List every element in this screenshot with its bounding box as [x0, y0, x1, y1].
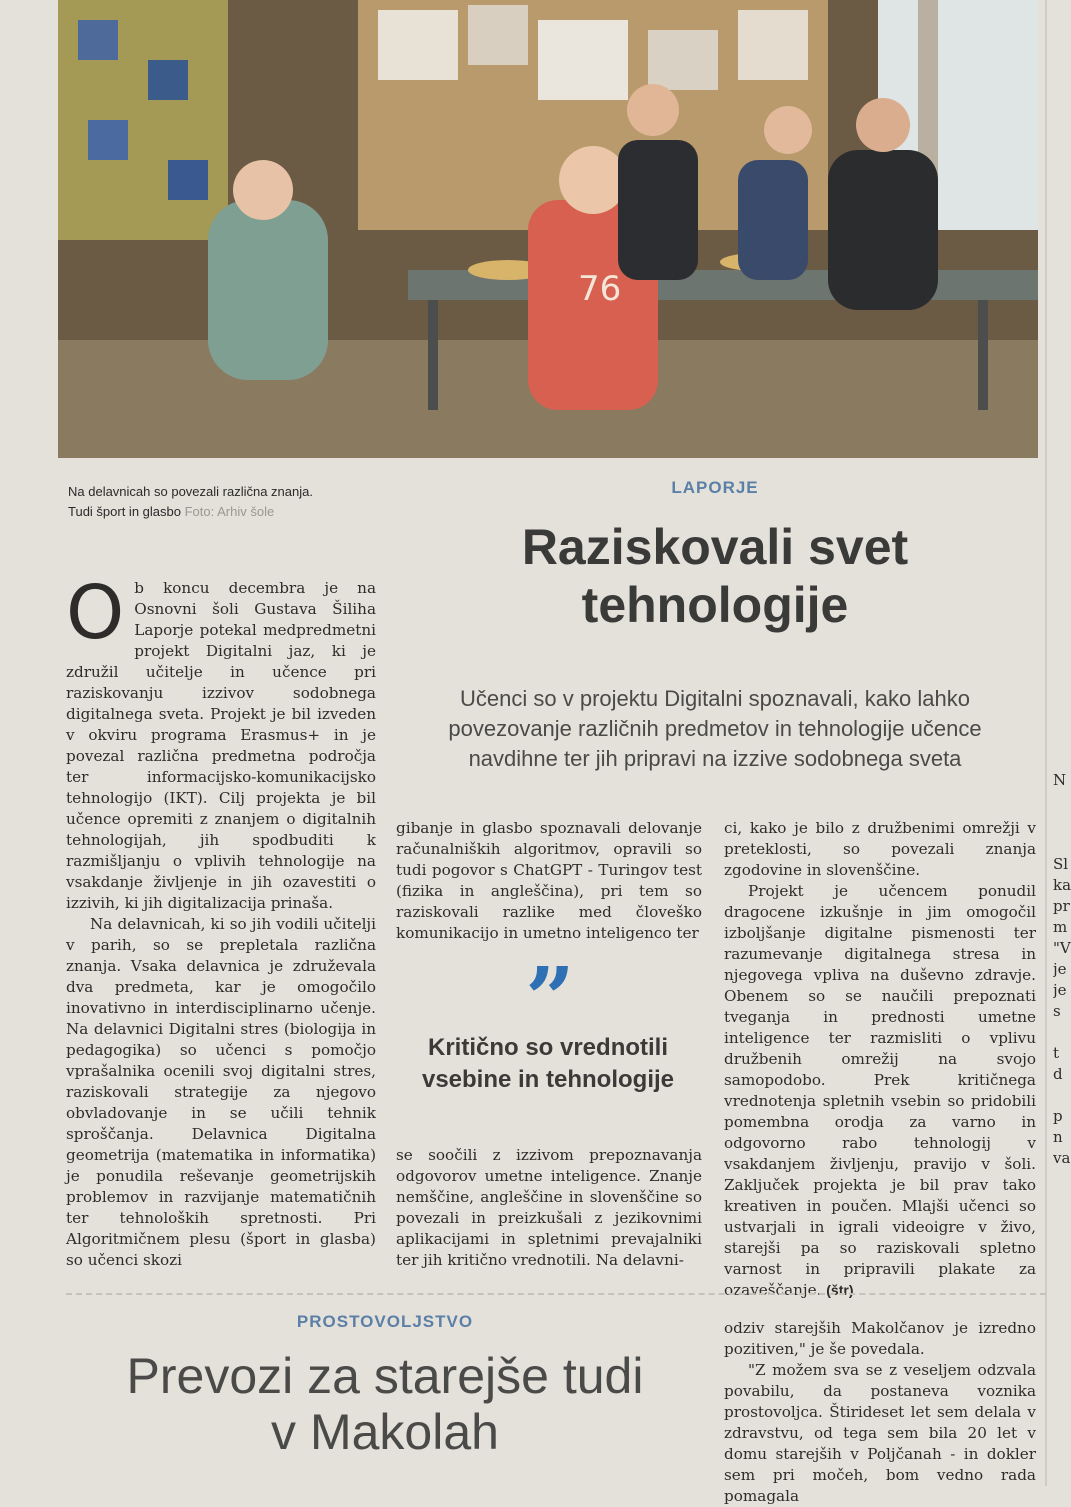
column-3-paragraph-1: ci, kako je bilo z družbenimi omrežji v preteklosti, so povezali znanja zgodovine in slovenščine.	[724, 819, 1036, 879]
headline-line2: tehnologije	[581, 577, 849, 633]
article-column-3	[724, 818, 1036, 1301]
article-deck: Učenci so v projektu Digitalni spoznavali, kako lahko povezovanje različnih predmetov in tehnologije učence navdihne ter jih pripravi na izzive sodobnega sveta	[448, 686, 982, 771]
caption-line2-wrap	[68, 502, 398, 522]
column-rule	[1045, 0, 1047, 1486]
article-column-2-bottom	[396, 1145, 702, 1271]
pull-quote: Kritično so vrednotili vsebine in tehnologije	[421, 1034, 675, 1093]
photo-credit: Foto: Arhiv šole	[184, 504, 275, 519]
column-2-top-text: gibanje in glasbo spoznavali delovanje računalniških algoritmov, opravili so tudi pogovor s ChatGPT - Turingov test (fizika in angleščina), pri tem so raziskovali razlike med človeško komunikacijo in umetno inteligenco ter	[396, 819, 702, 942]
caption-line2: Tudi šport in glasbo	[68, 504, 181, 519]
article-2-paragraph-2: "Z možem sva se z veseljem odzvala povabilu, da postaneva voznika prostovoljca. Štirideset let sem delala v zdravstvu, od tega sem bila 20 let v domu starejših v Poljčanah - in dokler sem pri močeh, bom vedno rada pomagala	[724, 1361, 1036, 1505]
drop-cap: O	[66, 570, 125, 656]
quote-mark-icon: ”	[525, 949, 575, 1050]
article-divider	[66, 1293, 1046, 1295]
section-kicker: LAPORJE	[671, 478, 759, 497]
caption-line1: Na delavnicah so povezali različna znanja.	[68, 484, 313, 499]
article-headline	[420, 518, 1010, 634]
classroom-photo-illustration	[58, 0, 1038, 458]
column-3-paragraph-2	[724, 881, 1036, 1301]
headline-2-line2: v Makolah	[271, 1404, 499, 1460]
headline-2-line1: Prevozi za starejše tudi	[126, 1348, 644, 1404]
article-column-2-top	[396, 818, 702, 944]
column-2-bottom-text: se soočili z izzivom prepoznavanja odgovorov umetne inteligence. Znanje nemščine, angleščine in slovenščine so povezali in preizkušali z jezikovnimi aplikacijami in spletnimi prevajalniki ter jih kritično vrednotili. Na delavni-	[396, 1146, 702, 1269]
article-2-paragraph-1: odziv starejših Makolčanov je izredno pozitiven," je še povedala.	[724, 1319, 1036, 1358]
article-column-1	[66, 570, 376, 1271]
column-3-paragraph-2-text: Projekt je učencem ponudil dragocene izkušnje in jim omogočil izboljšanje digitalne pismenosti ter razumevanje digitalnega stresa in njegovega vpliva na duševno zdravje. Obenem so se naučili prepoznati tveganja in prednosti umetne inteligence ter razmisliti o vplivu družbenih omrežij na svojo samopodobo. Prek kritičnega vrednotenja spletnih vsebin so pridobili pomembna orodja za varno in odgovorno rabo tehnologij v vsakdanjem življenju, pravijo v šoli. Zaključek projekta je bil prav tako kreativen in poučen. Mlajši učenci so ustvarjali in igrali videoigre v živo, starejši pa so raziskovali spletno varnost in pripravili plakate za ozaveščanje.	[724, 882, 1036, 1299]
section-kicker-2: PROSTOVOLJSTVO	[296, 1312, 474, 1331]
paragraph-1-text: b koncu decembra je na Osnovni šoli Gustava Šiliha Laporje potekal medpredmetni projekt Digitalni jaz, ki je združil učitelje in učence pri raziskovanju izzivov sodobnega digitalnega sveta. Projekt je bil izveden v okviru programa Erasmus+ in je povezal različna predmetna področja ter informacijsko-komunikacijsko tehnologijo (IKT). Cilj projekta je bil učence opremiti z znanjem o digitalnih tehnologijah, jih spodbuditi k razmišljanju o vplivih tehnologije na vsakdanje življenje in jih ozavestiti o izzivih, ki jih digitalizacija prinaša.	[66, 579, 376, 912]
headline-line1: Raziskovali svet	[521, 519, 909, 575]
article-2-column	[724, 1318, 1036, 1507]
paragraph-2: Na delavnicah, ki so jih vodili učitelji v parih, so se prepletala različna znanja. Vsaka delavnica je združevala dva predmeta, kar je omogočilo inovativno in interdisciplinarno učenje. Na delavnici Digitalni stres (biologija in pedagogika) so učenci s pomočjo vprašalnika ocenili svoj digitalni stres, raziskovali strategije za njegovo obvladovanje in se učili tehnik sproščanja. Delavnica Digitalna geometrija (matematika in informatika) je ponudila reševanje geometrijskih problemov in razvijanje matematičnih ter tehnoloških spretnosti. Pri Algoritmičnem plesu (šport in glasba) so učenci skozi	[66, 915, 376, 1269]
photo-caption	[68, 482, 398, 522]
article-2-headline	[90, 1348, 680, 1460]
neighbor-column-fragment: N Sl ka pr m "V je je s t d p n va	[1053, 771, 1071, 1167]
paragraph-1	[66, 570, 376, 914]
author-initials: (štr)	[826, 1282, 854, 1298]
shirt-number: 76	[578, 269, 622, 309]
article-photo	[58, 0, 1038, 458]
